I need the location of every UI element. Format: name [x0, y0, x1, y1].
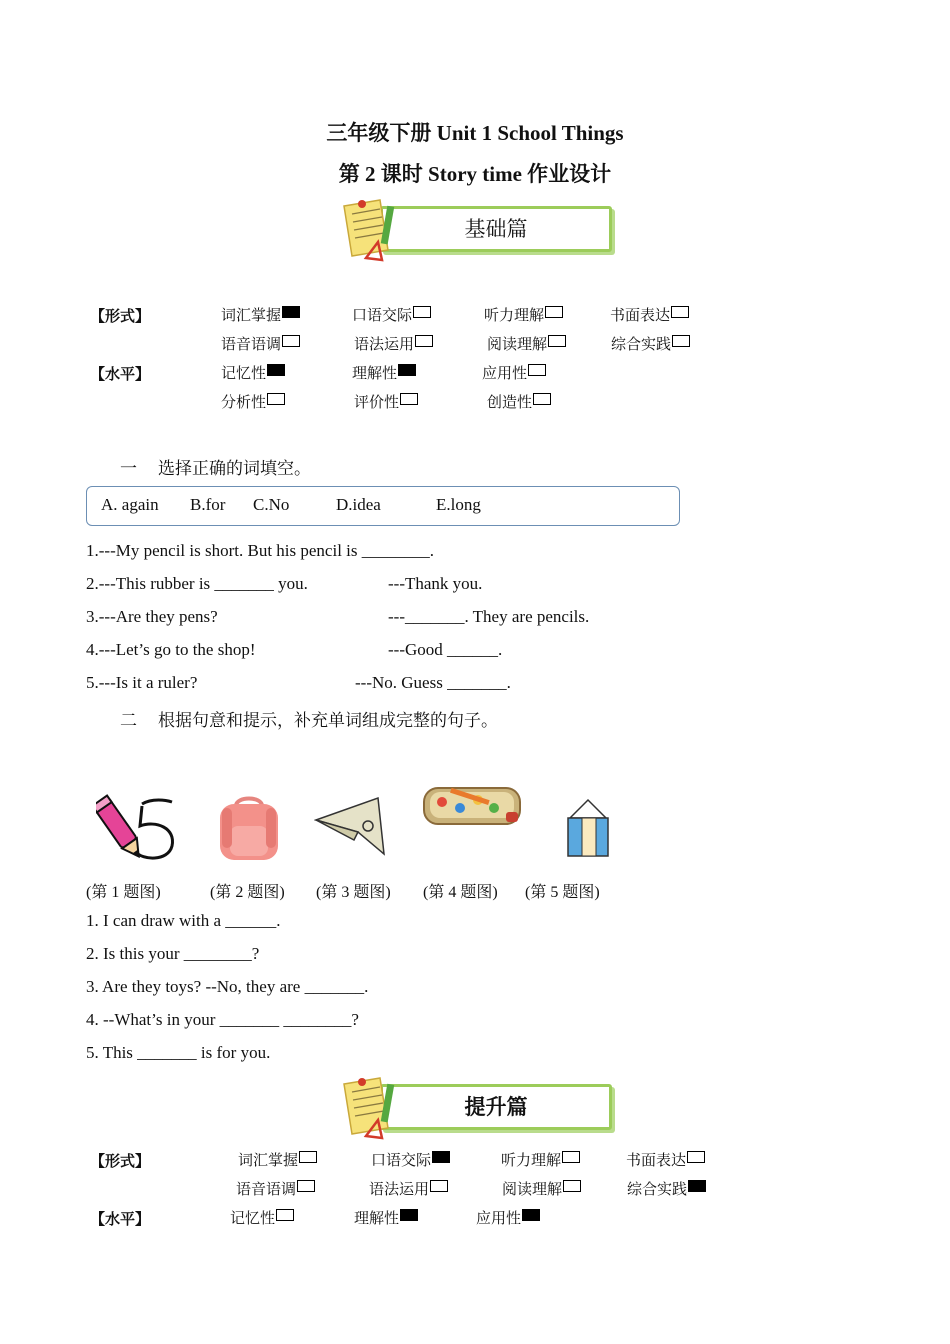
question-5: 5.---Is it a ruler?	[86, 673, 198, 692]
checkbox-box[interactable]	[432, 1151, 450, 1163]
form-label: 【形式】	[90, 309, 151, 325]
sentence-4: 4. --What’s in your _______ ________?	[86, 1010, 359, 1029]
checkbox-box[interactable]	[548, 335, 566, 347]
caption-3: (第 3 题图)	[316, 884, 391, 901]
caption-4: (第 4 题图)	[423, 884, 498, 901]
form-label: 【形式】	[90, 1154, 151, 1170]
checkbox-vocabulary[interactable]: 词汇掌握	[221, 304, 300, 325]
checkbox-box[interactable]	[276, 1209, 294, 1221]
checkbox-box[interactable]	[282, 335, 300, 347]
option-b: B.for	[190, 495, 226, 514]
part1-heading: 选择正确的词填空。	[158, 459, 311, 478]
checkbox-understanding[interactable]: 理解性	[352, 362, 416, 383]
checkbox-box[interactable]	[398, 364, 416, 376]
checkbox-box[interactable]	[299, 1151, 317, 1163]
checkbox-creation[interactable]: 创造性	[487, 391, 551, 412]
checkbox-reading[interactable]: 阅读理解	[487, 333, 566, 354]
checkbox-evaluation[interactable]: 评价性	[354, 391, 418, 412]
checkbox-box[interactable]	[267, 364, 285, 376]
option-e: E.long	[436, 495, 481, 514]
section-banner-basic	[340, 198, 620, 258]
checkbox-box[interactable]	[297, 1180, 315, 1192]
checkbox-vocabulary[interactable]: 词汇掌握	[238, 1149, 317, 1170]
answer-3: ---_______. They are pencils.	[388, 607, 590, 626]
checkbox-box[interactable]	[400, 1209, 418, 1221]
checkbox-box[interactable]	[533, 393, 551, 405]
checkbox-box[interactable]	[688, 1180, 706, 1192]
checkbox-box[interactable]	[282, 306, 300, 318]
checkbox-box[interactable]	[687, 1151, 705, 1163]
part1-number: 一	[120, 459, 137, 478]
checkbox-practice[interactable]: 综合实践	[611, 333, 690, 354]
level-label: 【水平】	[90, 367, 151, 383]
eraser-icon	[562, 798, 614, 860]
checkbox-writing[interactable]: 书面表达	[610, 304, 689, 325]
sentence-2: 2. Is this your ________?	[86, 944, 260, 963]
question-4: 4.---Let’s go to the shop!	[86, 640, 256, 659]
banner-label: 提升篇	[464, 1095, 528, 1119]
pencil-drawing-icon	[96, 792, 178, 866]
option-a: A. again	[101, 495, 159, 514]
schoolbag-icon	[214, 796, 284, 864]
checkbox-box[interactable]	[522, 1209, 540, 1221]
checkbox-box[interactable]	[563, 1180, 581, 1192]
checkbox-box[interactable]	[528, 364, 546, 376]
checkbox-grammar[interactable]: 语法运用	[354, 333, 433, 354]
checkbox-box[interactable]	[413, 306, 431, 318]
caption-1: (第 1 题图)	[86, 884, 161, 901]
answer-5: ---No. Guess _______.	[355, 673, 511, 692]
sentence-5: 5. This _______ is for you.	[86, 1043, 271, 1062]
checkbox-box[interactable]	[672, 335, 690, 347]
option-c: C.No	[253, 495, 290, 514]
pencil-case-icon	[420, 782, 524, 830]
option-d: D.idea	[336, 495, 381, 514]
question-2: 2.---This rubber is _______ you.	[86, 574, 308, 593]
page-subtitle: 第 2 课时 Story time 作业设计	[338, 162, 612, 186]
caption-2: (第 2 题图)	[210, 884, 285, 901]
checkbox-memory[interactable]: 记忆性	[221, 362, 285, 383]
checkbox-listening[interactable]: 听力理解	[501, 1149, 580, 1170]
checkbox-pronunciation[interactable]: 语音语调	[221, 333, 300, 354]
checkbox-listening[interactable]: 听力理解	[484, 304, 563, 325]
checkbox-box[interactable]	[545, 306, 563, 318]
checkbox-box[interactable]	[400, 393, 418, 405]
checkbox-application[interactable]: 应用性	[482, 362, 546, 383]
checkbox-analysis[interactable]: 分析性	[221, 391, 285, 412]
checkbox-box[interactable]	[562, 1151, 580, 1163]
checkbox-speaking[interactable]: 口语交际	[352, 304, 431, 325]
checkbox-grammar[interactable]: 语法运用	[369, 1178, 448, 1199]
checkbox-writing[interactable]: 书面表达	[626, 1149, 705, 1170]
caption-5: (第 5 题图)	[525, 884, 600, 901]
checkbox-application[interactable]: 应用性	[476, 1207, 540, 1228]
page-title: 三年级下册 Unit 1 School Things	[326, 121, 624, 145]
sentence-1: 1. I can draw with a ______.	[86, 911, 281, 930]
checkbox-practice[interactable]: 综合实践	[627, 1178, 706, 1199]
checkbox-box[interactable]	[415, 335, 433, 347]
paper-plane-icon	[314, 796, 394, 858]
part2-number: 二	[120, 711, 137, 730]
checkbox-speaking[interactable]: 口语交际	[371, 1149, 450, 1170]
checkbox-box[interactable]	[671, 306, 689, 318]
question-1: 1.---My pencil is short. But his pencil is ________.	[86, 541, 435, 560]
answer-4: ---Good ______.	[388, 640, 503, 659]
question-3: 3.---Are they pens?	[86, 607, 218, 626]
checkbox-understanding[interactable]: 理解性	[354, 1207, 418, 1228]
banner-label: 基础篇	[464, 217, 528, 241]
part2-heading: 根据句意和提示，补充单词组成完整的句子。	[158, 711, 498, 730]
checkbox-pronunciation[interactable]: 语音语调	[236, 1178, 315, 1199]
checkbox-box[interactable]	[267, 393, 285, 405]
checkbox-box[interactable]	[430, 1180, 448, 1192]
checkbox-memory[interactable]: 记忆性	[230, 1207, 294, 1228]
level-label: 【水平】	[90, 1212, 151, 1228]
checkbox-reading[interactable]: 阅读理解	[502, 1178, 581, 1199]
sentence-3: 3. Are they toys? --No, they are _______.	[86, 977, 369, 996]
word-options-box	[86, 486, 680, 526]
answer-2: ---Thank you.	[388, 574, 483, 593]
section-banner-advanced	[340, 1076, 620, 1136]
